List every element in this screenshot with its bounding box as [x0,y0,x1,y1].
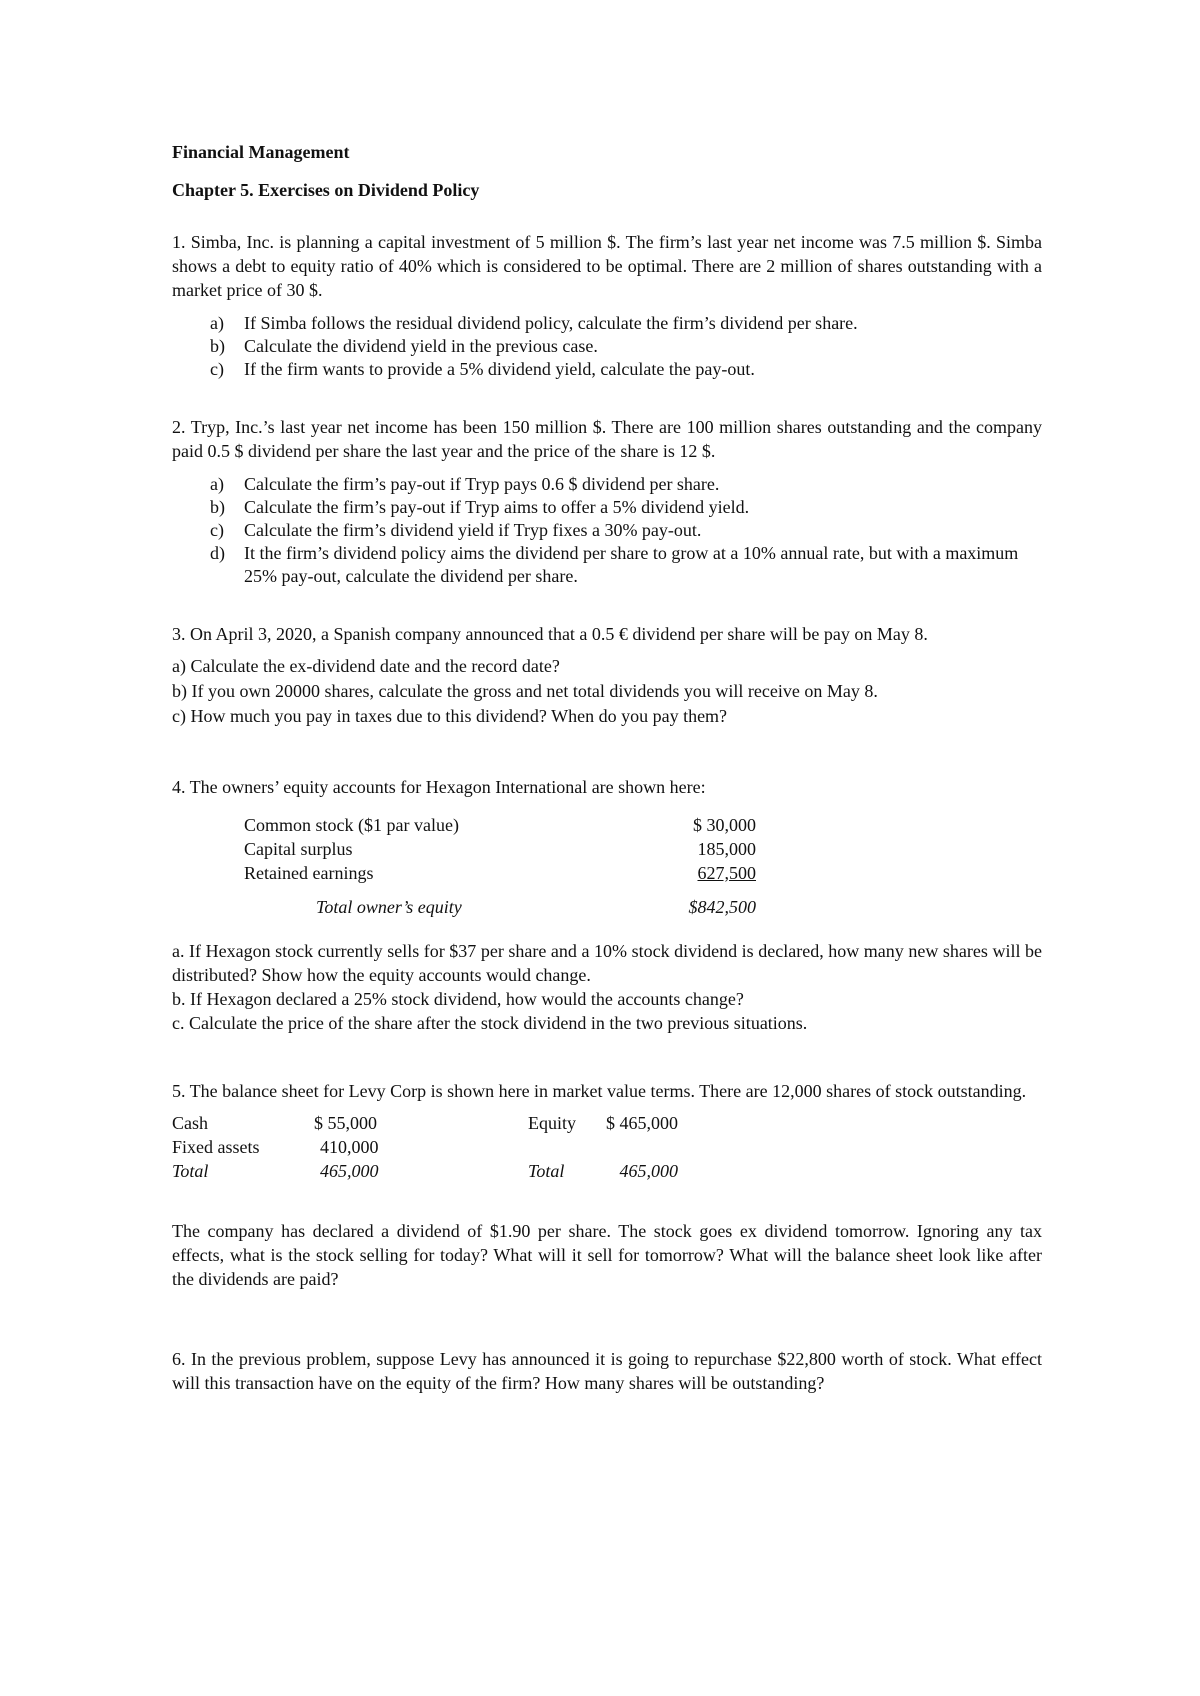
table-row [172,1135,678,1159]
list-item [172,312,1042,335]
exercise-3-items [172,654,1042,729]
exercise-6-text: 6. In the previous problem, suppose Levy has announced it is going to repurchase $22,800 worth of stock. What effect will this transaction have on the equity of the firm? How many shares will be outstanding? [172,1349,1042,1393]
exercise-2-items [172,473,1042,588]
equity-value: $ 30,000 [693,815,756,835]
list-item [172,519,1042,542]
exercise-5-question: The company has declared a dividend of $1.90 per share. The stock goes ex dividend tomorrow. Ignoring any tax effects, what is the stock selling for today? What will it sell for tomorrow? What will the balance sheet look like after the dividends are paid? [172,1221,1042,1289]
asset-label: Fixed assets [172,1137,260,1157]
equity-table [244,813,756,919]
equity-label: Capital surplus [244,839,353,859]
list-item [172,335,1042,358]
question-b: b. If Hexagon declared a 25% stock dividend, how would the accounts change? [172,989,744,1009]
exercise-1-items [172,312,1042,381]
liability-value [598,1135,678,1159]
list-item: a) Calculate the ex-dividend date and the record date? [172,656,560,676]
list-item [172,473,1042,496]
item-marker: c) [210,520,224,540]
asset-label: Cash [172,1113,208,1133]
equity-label: Common stock ($1 par value) [244,815,459,835]
item-text: Calculate the firm’s dividend yield if Tryp fixes a 30% pay-out. [244,520,702,540]
item-text: Calculate the dividend yield in the previous case. [244,336,598,356]
liability-label [528,1135,598,1159]
liability-total-label: Total [528,1161,565,1181]
table-total-row [244,885,756,919]
exercise-1 [172,230,1042,381]
asset-total-value: 465,000 [320,1161,379,1181]
item-text: Calculate the firm’s pay-out if Tryp aims to offer a 5% dividend yield. [244,497,750,517]
liability-label: Equity [528,1113,576,1133]
total-value: $842,500 [688,897,756,917]
item-marker: a) [210,474,224,494]
spacer [390,1135,528,1159]
exercise-4-text: 4. The owners’ equity accounts for Hexagon International are shown here: [172,777,706,797]
question-c: c. Calculate the price of the share after the stock dividend in the two previous situations. [172,1013,808,1033]
chapter-title: Chapter 5. Exercises on Dividend Policy [172,180,480,200]
exercise-2 [172,415,1042,588]
item-marker: b) [210,497,225,517]
exercise-4 [172,775,1042,1035]
item-text: It the firm’s dividend policy aims the dividend per share to grow at a 10% annual rate, but with a maximum 25% pay-out, calculate the dividend per share. [244,543,1019,586]
table-row [172,1111,678,1135]
exercise-2-text: 2. Tryp, Inc.’s last year net income has been 150 million $. There are 100 million shares outstanding and the company paid 0.5 $ dividend per share the last year and the price of the share is 12 $. [172,417,1042,461]
question-a: a. If Hexagon stock currently sells for $37 per share and a 10% stock dividend is declared, how many new shares will be distributed? Show how the equity accounts would change. [172,941,1042,985]
liability-value: $ 465,000 [606,1113,678,1133]
equity-label: Retained earnings [244,863,374,883]
total-label: Total owner’s equity [316,897,462,917]
equity-value: 185,000 [697,839,756,859]
asset-total-label: Total [172,1161,209,1181]
table-total-row [172,1159,678,1183]
spacer [390,1111,528,1135]
item-text: Calculate the firm’s pay-out if Tryp pays 0.6 $ dividend per share. [244,474,720,494]
exercise-5-text: 5. The balance sheet for Levy Corp is shown here in market value terms. There are 12,000 shares of stock outstanding. [172,1081,1027,1101]
table-row [244,837,756,861]
course-title: Financial Management [172,142,350,162]
equity-value: 627,500 [697,863,756,883]
exercise-4-questions [172,939,1042,1035]
table-row [244,813,756,837]
liability-total-value: 465,000 [619,1161,678,1181]
exercise-3 [172,622,1042,729]
balance-sheet-table [172,1111,678,1183]
asset-value: $ 55,000 [314,1113,377,1133]
asset-value: 410,000 [320,1137,379,1157]
item-text: If Simba follows the residual dividend policy, calculate the firm’s dividend per share. [244,313,858,333]
item-text: If the firm wants to provide a 5% dividend yield, calculate the pay-out. [244,359,755,379]
exercise-3-text: 3. On April 3, 2020, a Spanish company announced that a 0.5 € dividend per share will be pay on May 8. [172,624,928,644]
list-item: c) How much you pay in taxes due to this dividend? When do you pay them? [172,706,728,726]
exercise-5 [172,1079,1042,1291]
item-marker: c) [210,359,224,379]
list-item [172,496,1042,519]
item-marker: a) [210,313,224,333]
list-item: b) If you own 20000 shares, calculate the gross and net total dividends you will receive on May 8. [172,681,878,701]
table-row [244,861,756,885]
list-item [172,542,1042,588]
exercise-1-text: 1. Simba, Inc. is planning a capital investment of 5 million $. The firm’s last year net income was 7.5 million $. Simba shows a debt to equity ratio of 40% which is considered to be optimal. There are 2 million of shares outstanding with a market price of 30 $. [172,232,1042,300]
item-marker: d) [210,543,225,563]
spacer [390,1159,528,1183]
list-item [172,358,1042,381]
exercise-6 [172,1347,1042,1395]
item-marker: b) [210,336,225,356]
document-page [172,140,1042,1429]
